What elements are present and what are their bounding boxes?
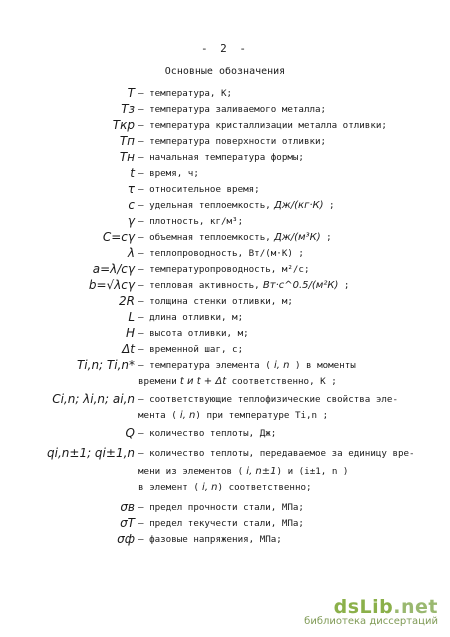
notation-row (0, 182, 450, 198)
notation-description: – теплопроводность, Вт/(м·К) ; (138, 248, 304, 259)
watermark-subtitle: библиотека диссертаций (304, 616, 438, 627)
handwritten-insert: Дж/(м³К) (270, 232, 321, 243)
notation-description: мента ( i, n) при температуре Ti,n ; (138, 410, 329, 421)
notation-symbol: τ (127, 182, 135, 196)
notation-row (0, 500, 450, 516)
notation-symbol: Tз (121, 102, 135, 116)
notation-description: – тепловая активность, Вт·с^0.5/(м²К) ; (138, 280, 350, 291)
watermark-logo: dsLib.net (333, 596, 438, 618)
notation-symbol: T (127, 86, 135, 100)
notation-symbol: σT (120, 516, 135, 530)
notation-description: – объемная теплоемкость, Дж/(м³К) ; (138, 232, 332, 243)
notation-row (0, 278, 450, 294)
notation-symbol: a=λ/cγ (92, 262, 135, 276)
notation-description: – длина отливки, м; (138, 312, 244, 323)
handwritten-insert: Вт·с^0.5/(м²К) (259, 280, 339, 291)
handwritten-insert: i, n±1 (243, 466, 277, 477)
notation-row (0, 310, 450, 326)
notation-symbol: b=√λcγ (88, 278, 135, 292)
notation-description: – плотность, кг/м³; (138, 216, 244, 227)
page-number: - 2 - (200, 42, 250, 55)
notation-description: – относительное время; (138, 184, 260, 195)
notation-symbol: C=cγ (102, 230, 135, 244)
notation-description: – предел текучести стали, МПа; (138, 518, 304, 529)
handwritten-insert: Дж/(кг·К) (270, 200, 324, 211)
notation-symbol: qi,n±1; qi±1,n (47, 446, 135, 460)
notation-description: – температура кристаллизации металла отливки; (138, 120, 387, 131)
notation-description: времени t и t + Δt соответственно, К ; (138, 376, 337, 387)
notation-row (0, 342, 450, 358)
notation-description: – количество теплоты, передаваемое за единицу вре- (138, 448, 415, 459)
notation-description: – температура элемента ( i, n ) в моменты (138, 360, 356, 371)
notation-row (0, 102, 450, 118)
notation-row (0, 532, 450, 548)
notation-row (0, 294, 450, 310)
notation-symbol: H (125, 326, 135, 340)
notation-description: – соответствующие теплофизические свойства эле- (138, 394, 398, 405)
notation-row (0, 150, 450, 166)
notation-row (0, 166, 450, 182)
watermark[interactable] (304, 596, 438, 627)
notation-description: мени из элементов ( i, n±1) и (i±1, n ) (138, 466, 349, 477)
notation-row (0, 326, 450, 342)
notation-description: – время, ч; (138, 168, 199, 179)
notation-row (0, 118, 450, 134)
notation-row (0, 426, 450, 442)
notation-description: – температура заливаемого металла; (138, 104, 327, 115)
notation-row (0, 86, 450, 102)
notation-row (0, 392, 450, 408)
page-title: Основные обозначения (164, 66, 286, 77)
notation-row (0, 446, 450, 462)
notation-symbol: c (128, 198, 135, 212)
notation-description: – удельная теплоемкость, Дж/(кг·К) ; (138, 200, 335, 211)
notation-row (0, 464, 450, 480)
handwritten-insert: i, n (270, 360, 290, 371)
notation-description: – фазовые напряжения, МПа; (138, 534, 282, 545)
notation-row (0, 198, 450, 214)
notation-description: – температуропроводность, м²/с; (138, 264, 310, 275)
notation-row (0, 246, 450, 262)
notation-row (0, 262, 450, 278)
handwritten-insert: i, n (198, 482, 218, 493)
notation-row (0, 230, 450, 246)
handwritten-insert: t и t + Δt (176, 376, 227, 387)
notation-symbol: γ (127, 214, 135, 228)
notation-symbol: λ (127, 246, 135, 260)
notation-row (0, 480, 450, 496)
notation-symbol: Tкр (112, 118, 135, 132)
notation-row (0, 408, 450, 424)
notation-symbol: σф (117, 532, 135, 546)
notation-description: – предел прочности стали, МПа; (138, 502, 304, 513)
notation-row (0, 134, 450, 150)
notation-symbol: σв (120, 500, 135, 514)
notation-description: – временной шаг, с; (138, 344, 244, 355)
notation-row (0, 374, 450, 390)
notation-symbol: t (130, 166, 135, 180)
notation-row (0, 358, 450, 374)
notation-symbol: 2R (119, 294, 135, 308)
notation-description: – температура, К; (138, 88, 233, 99)
notation-symbol: Q (125, 426, 135, 440)
notation-description: – толщина стенки отливки, м; (138, 296, 293, 307)
notation-row (0, 214, 450, 230)
notation-description: в элемент ( i, n) соответственно; (138, 482, 312, 493)
handwritten-insert: i, n (176, 410, 196, 421)
notation-symbol: Tн (119, 150, 135, 164)
notation-description: – начальная температура формы; (138, 152, 304, 163)
notation-symbol: L (128, 310, 135, 324)
notation-symbol: Ti,n; Ti,n* (76, 358, 135, 372)
notation-description: – высота отливки, м; (138, 328, 249, 339)
notation-description: – количество теплоты, Дж; (138, 428, 277, 439)
notation-row (0, 516, 450, 532)
notation-description: – температура поверхности отливки; (138, 136, 327, 147)
notation-symbol: Tп (119, 134, 135, 148)
notation-symbol: Ci,n; λi,n; ai,n (52, 392, 135, 406)
notation-symbol: Δt (122, 342, 135, 356)
